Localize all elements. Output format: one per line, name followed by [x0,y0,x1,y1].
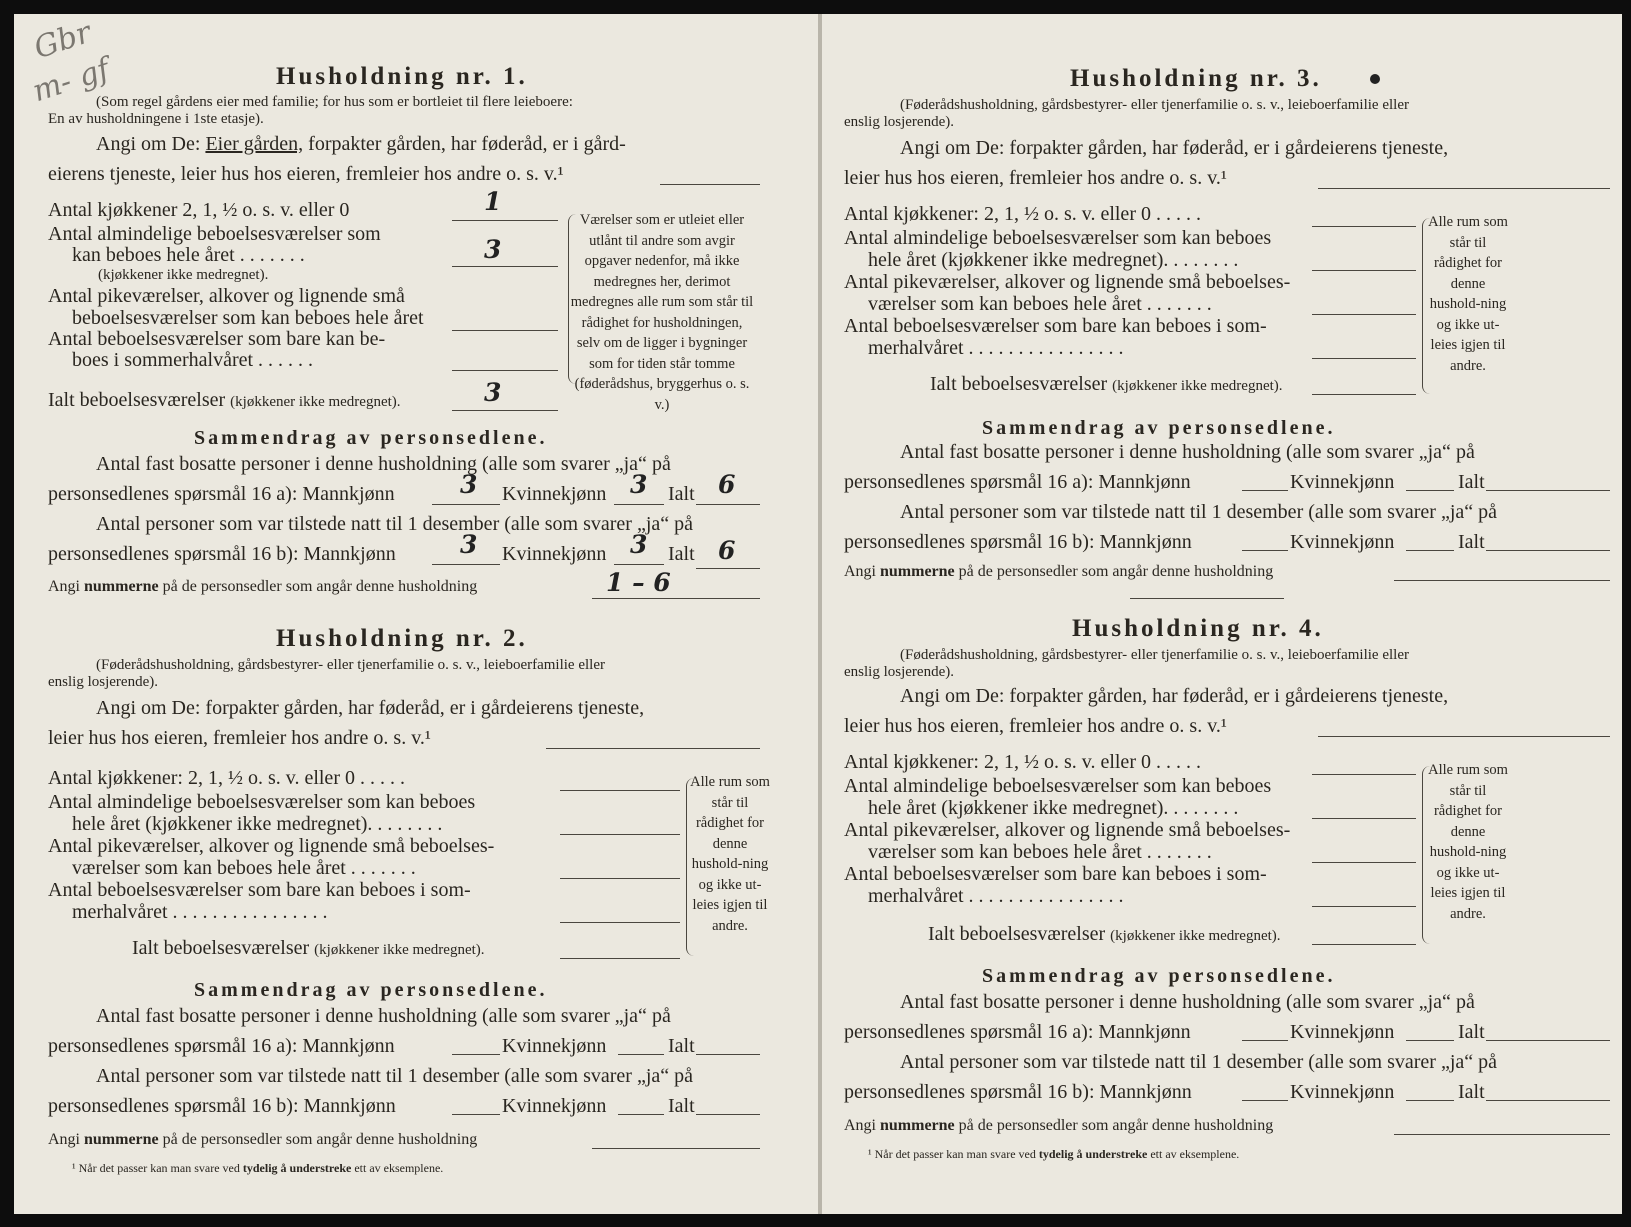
h2-natt-line-2 [48,1096,396,1116]
h4-note-line-2: enslig losjerende). [844,664,954,680]
h1-alm-line-1: Antal almindelige beboelsesværelser som [48,223,381,245]
h1-alm-value: 3 [484,235,502,264]
h3-ialt-label: Ialt beboelsesværelser [930,373,1108,395]
h1-ialt-paren: (kjøkkener ikke medregnet). [230,394,401,410]
h3-pike-line [1312,314,1416,315]
h3-alm-line-2: hele året (kjøkkener ikke medregnet). . . . . . . . [868,249,1239,271]
h3-pike-line-1: Antal pikeværelser, alkover og lignende små beboelses- [844,271,1291,293]
left-page [14,14,820,1214]
h1-nummer-row [48,579,477,595]
h1-fast-mann: 3 [460,470,478,499]
h1-sommer-line-1: Antal beboelsesværelser som bare kan be- [48,328,386,350]
h3-note-line-1: (Føderådshusholdning, gårdsbestyrer- eller tjenerfamilie o. s. v., leieboerfamilie eller [900,97,1409,113]
h2-alm-line-2: hele året (kjøkkener ikke medregnet). . . . . . . . [72,813,443,835]
h2-natt-ialt-label: Ialt [668,1095,695,1117]
h1-fast-ialt: 6 [718,470,736,499]
h2-pike-line-1: Antal pikeværelser, alkover og lignende små beboelses- [48,835,495,857]
h4-pike-line [1312,862,1416,863]
h1-note-box: Værelser som er utleiet eller utlånt til andre som avgir opgaver nedenfor, må ikke medregnes her, derimot medregnes alle rum som står til rådighet for husholdningen, selv om de ligger i bygninger som for tiden står tomme (føderådshus, bryggerhus o. s. v.) [570,212,754,413]
h4-kjokken-line [1312,774,1416,775]
h1-fast-line-1: Antal fast bosatte personer i denne husholdning (alle som svarer „ja“ på [96,453,671,475]
h3-fast-ialt-label: Ialt [1458,471,1485,493]
h1-natt-kvinne-label: Kvinnekjønn [502,543,607,565]
h3-angi-line-1: Angi om De: forpakter gården, har føderåd, er i gårdeierens tjeneste, [900,137,1449,159]
h3-fast-kvinne-line [1406,490,1454,491]
h3-natt-kvinne-line [1406,550,1454,551]
h2-sommer-line [560,922,680,923]
h4-alm-line [1312,818,1416,819]
h3-natt-line-2 [844,532,1192,552]
pencil-mark-1: Gbr [29,14,96,67]
h4-nummer-row [844,1118,1273,1134]
h3-sommer-line-2: merhalvåret . . . . . . . . . . . . . . . . [868,337,1124,359]
h2-fast-kvinne-line [618,1054,664,1055]
h2-fast-ialt-label: Ialt [668,1035,695,1057]
h1-natt-mann: 3 [460,530,478,559]
h2-nummer-pre: Angi [48,1131,80,1148]
h1-note-line-1: (Som regel gårdens eier med familie; for hus som er bortleiet til flere leieboere: [96,94,573,110]
h1-sommer-line [452,370,558,371]
h1-alm-line-3: (kjøkkener ikke medregnet). [98,267,269,283]
h4-natt-ialt-label: Ialt [1458,1081,1485,1103]
h2-fast-pre: personsedlenes spørsmål 16 a): Mannkjønn [48,1035,395,1057]
section-divider [1130,598,1284,599]
h4-natt-line-2 [844,1082,1192,1102]
h3-natt-line-1: Antal personer som var tilstede natt til 1 desember (alle som svarer „ja“ på [900,501,1498,523]
h1-ialt-label: Ialt beboelsesværelser [48,389,226,411]
h1-nummer-pre: Angi [48,578,80,595]
h3-sommer-line [1312,358,1416,359]
h3-natt-pre: personsedlenes spørsmål 16 b): Mannkjønn [844,531,1192,553]
h2-pike-line-2: værelser som kan beboes hele året . . . . . . . [72,857,416,879]
h4-nummer-bold: nummerne [880,1117,955,1134]
h4-sommer-line-1: Antal beboelsesværelser som bare kan beboes i som- [844,863,1267,885]
h3-nummer-post: på de personsedler som angår denne husholdning [958,563,1274,580]
h2-nummer-bold: nummerne [84,1131,159,1148]
h1-fast-kvinne-line [614,504,664,505]
h1-natt-ialt: 6 [718,536,736,565]
h1-natt-mann-line [432,564,500,565]
h1-angi-line-1 [96,134,626,154]
h1-natt-line-2 [48,544,396,564]
h3-nummer-row [844,564,1273,580]
h1-natt-pre: personsedlenes spørsmål 16 b): Mannkjønn [48,543,396,565]
h3-ialt-paren: (kjøkkener ikke medregnet). [1112,378,1283,394]
h1-kjokken-label: Antal kjøkkener 2, 1, ½ o. s. v. eller 0 [48,199,350,221]
h1-natt-kvinne-line [614,564,664,565]
h1-pike-line-2: beboelsesværelser som kan beboes hele året [72,307,424,329]
h2-alm-line-1: Antal almindelige beboelsesværelser som kan beboes [48,791,476,813]
h4-ialt-label: Ialt beboelsesværelser [928,923,1106,945]
h3-fast-ialt-line [1486,490,1610,491]
right-footnote-post: ett av eksemplene. [1150,1147,1240,1161]
h2-fast-mann-line [452,1054,500,1055]
h1-alm-line-2: kan beboes hele året . . . . . . . [72,244,305,266]
h4-natt-ialt-line [1486,1100,1610,1101]
h1-kjokken-value: 1 [484,187,502,216]
h1-fast-line-2 [48,484,395,504]
right-footnote-bold: tydelig å understreke [1038,1147,1148,1161]
h4-fast-kvinne-label: Kvinnekjønn [1290,1021,1395,1043]
left-footnote-bold: tydelig å understreke [242,1161,352,1175]
h3-nummer-pre: Angi [844,563,876,580]
h1-ialt-row [48,390,401,410]
h4-nummer-line [1394,1134,1610,1135]
h1-nummer-line [592,598,760,599]
h3-fast-line-2 [844,472,1191,492]
h4-fast-pre: personsedlenes spørsmål 16 a): Mannkjønn [844,1021,1191,1043]
h4-sammendrag: Sammendrag av personsedlene. [982,965,1336,987]
h2-natt-kvinne-line [618,1114,664,1115]
h2-ialt-paren: (kjøkkener ikke medregnet). [314,942,485,958]
h4-angi-line-2: leier hus hos eieren, fremleier hos andre o. s. v.¹ [844,715,1227,737]
pencil-mark-2: m- gf [28,51,114,110]
h1-ialt-line [452,410,558,411]
h2-ialt-label: Ialt beboelsesværelser [132,937,310,959]
h3-note-box: Alle rum som står til rådighet for denne hushold-ning og ikke ut-leies igjen til andre. [1428,214,1508,374]
h3-kjokken-line [1312,226,1416,227]
h2-angi-line-2: leier hus hos eieren, fremleier hos andre o. s. v.¹ [48,727,431,749]
h2-kjokken-label: Antal kjøkkener: 2, 1, ½ o. s. v. eller 0 . . . . . [48,767,405,789]
h2-nummer-row [48,1132,477,1148]
ink-dot [1370,74,1380,84]
h4-natt-pre: personsedlenes spørsmål 16 b): Mannkjønn [844,1081,1192,1103]
h3-pike-line-2: værelser som kan beboes hele året . . . . . . . [868,293,1212,315]
h4-kjokken-label: Antal kjøkkener: 2, 1, ½ o. s. v. eller 0 . . . . . [844,751,1201,773]
h4-alm-line-1: Antal almindelige beboelsesværelser som kan beboes [844,775,1272,797]
h1-nummer-bold: nummerne [84,578,159,595]
left-footnote-pre: ¹ Når det passer kan man svare ved [72,1161,240,1175]
h1-kjokken-line [452,220,558,221]
h2-natt-line-1: Antal personer som var tilstede natt til 1 desember (alle som svarer „ja“ på [96,1065,694,1087]
h3-nummer-bold: nummerne [880,563,955,580]
h1-sammendrag: Sammendrag av personsedlene. [194,427,548,449]
h1-angi-post: forpakter gården, har føderåd, er i gård- [308,133,626,155]
h4-note-box: Alle rum som står til rådighet for denne hushold-ning og ikke ut-leies igjen til andre. [1428,762,1508,922]
h2-natt-ialt-line [696,1114,760,1115]
h1-nummer-post: på de personsedler som angår denne husholdning [162,578,478,595]
h1-ialt-value: 3 [484,378,502,407]
h1-nummer-value: 1 – 6 [606,568,671,597]
h4-pike-line-1: Antal pikeværelser, alkover og lignende små beboelses- [844,819,1291,841]
h1-fast-kvinne: 3 [630,470,648,499]
h2-alm-line [560,834,680,835]
h2-note-line-1: (Føderådshusholdning, gårdsbestyrer- eller tjenerfamilie o. s. v., leieboerfamilie eller [96,657,605,673]
h2-ialt-row [132,938,485,958]
h4-angi-line [1318,736,1610,737]
h4-fast-kvinne-line [1406,1040,1454,1041]
h4-ialt-line [1312,944,1416,945]
h2-fast-line-2 [48,1036,395,1056]
h2-fast-kvinne-label: Kvinnekjønn [502,1035,607,1057]
h2-note-line-2: enslig losjerende). [48,674,158,690]
right-footnote [868,1148,1239,1160]
h2-ialt-line [560,958,680,959]
h1-fast-kvinne-label: Kvinnekjønn [502,483,607,505]
h4-nummer-post: på de personsedler som angår denne husholdning [958,1117,1274,1134]
h3-natt-kvinne-label: Kvinnekjønn [1290,531,1395,553]
h3-ialt-line [1312,394,1416,395]
h3-sammendrag: Sammendrag av personsedlene. [982,417,1336,439]
h3-alm-line [1312,270,1416,271]
h1-natt-kvinne: 3 [630,530,648,559]
h3-fast-line-1: Antal fast bosatte personer i denne husholdning (alle som svarer „ja“ på [900,441,1475,463]
h4-natt-kvinne-label: Kvinnekjønn [1290,1081,1395,1103]
h1-natt-ialt-label: Ialt [668,543,695,565]
h1-pike-line [452,330,558,331]
h4-nummer-pre: Angi [844,1117,876,1134]
h4-ialt-row [928,924,1281,944]
h4-fast-ialt-line [1486,1040,1610,1041]
left-footnote-post: ett av eksemplene. [354,1161,444,1175]
h3-angi-line-2: leier hus hos eieren, fremleier hos andre o. s. v.¹ [844,167,1227,189]
h1-fast-ialt-line [696,504,760,505]
h1-angi-line [660,184,760,185]
h2-natt-pre: personsedlenes spørsmål 16 b): Mannkjønn [48,1095,396,1117]
left-footnote [72,1162,443,1174]
h2-kjokken-line [560,790,680,791]
h4-pike-line-2: værelser som kan beboes hele året . . . . . . . [868,841,1212,863]
h3-sommer-line-1: Antal beboelsesværelser som bare kan beboes i som- [844,315,1267,337]
h1-angi-answer: Eier gården, [205,133,304,155]
h1-fast-mann-line [432,504,500,505]
h3-natt-mann-line [1242,550,1288,551]
h3-note-line-2: enslig losjerende). [844,114,954,130]
h3-natt-ialt-line [1486,550,1610,551]
h3-title: Husholdning nr. 3. [1070,65,1322,92]
h2-angi-line [546,748,760,749]
h4-angi-line-1: Angi om De: forpakter gården, har føderåd, er i gårdeierens tjeneste, [900,685,1449,707]
h3-angi-line [1318,188,1610,189]
h3-natt-ialt-label: Ialt [1458,531,1485,553]
h1-angi-line-2: eierens tjeneste, leier hus hos eieren, fremleier hos andre o. s. v.¹ [48,163,564,185]
h1-title: Husholdning nr. 1. [276,63,528,90]
h2-title: Husholdning nr. 2. [276,625,528,652]
h2-sommer-line-2: merhalvåret . . . . . . . . . . . . . . . . [72,901,328,923]
h4-natt-kvinne-line [1406,1100,1454,1101]
h4-sommer-line [1312,906,1416,907]
h3-ialt-row [930,374,1283,394]
h4-fast-ialt-label: Ialt [1458,1021,1485,1043]
h2-pike-line [560,878,680,879]
right-footnote-pre: ¹ Når det passer kan man svare ved [868,1147,1036,1161]
h1-fast-pre: personsedlenes spørsmål 16 a): Mannkjønn [48,483,395,505]
h1-natt-ialt-line [696,568,760,569]
h4-fast-line-1: Antal fast bosatte personer i denne husholdning (alle som svarer „ja“ på [900,991,1475,1013]
h4-fast-line-2 [844,1022,1191,1042]
h3-fast-pre: personsedlenes spørsmål 16 a): Mannkjønn [844,471,1191,493]
h2-sammendrag: Sammendrag av personsedlene. [194,979,548,1001]
h2-natt-mann-line [452,1114,500,1115]
h1-pike-line-1: Antal pikeværelser, alkover og lignende små [48,285,405,307]
h2-fast-line-1: Antal fast bosatte personer i denne husholdning (alle som svarer „ja“ på [96,1005,671,1027]
h1-note-line-2: En av husholdningene i 1ste etasje). [48,111,264,127]
h4-fast-mann-line [1242,1040,1288,1041]
h2-sommer-line-1: Antal beboelsesværelser som bare kan beboes i som- [48,879,471,901]
h2-natt-kvinne-label: Kvinnekjønn [502,1095,607,1117]
h3-fast-kvinne-label: Kvinnekjønn [1290,471,1395,493]
h4-note-line-1: (Føderådshusholdning, gårdsbestyrer- eller tjenerfamilie o. s. v., leieboerfamilie eller [900,647,1409,663]
h2-angi-line-1: Angi om De: forpakter gården, har føderåd, er i gårdeierens tjeneste, [96,697,645,719]
h3-fast-mann-line [1242,490,1288,491]
h2-nummer-post: på de personsedler som angår denne husholdning [162,1131,478,1148]
h3-kjokken-label: Antal kjøkkener: 2, 1, ½ o. s. v. eller 0 . . . . . [844,203,1201,225]
h2-nummer-line [592,1148,760,1149]
right-page [822,14,1622,1214]
h1-sommer-line-2: boes i sommerhalvåret . . . . . . [72,349,314,371]
h4-alm-line-2: hele året (kjøkkener ikke medregnet). . . . . . . . [868,797,1239,819]
h4-title: Husholdning nr. 4. [1072,615,1324,642]
h2-note-box: Alle rum som står til rådighet for denne hushold-ning og ikke ut-leies igjen til andre. [690,774,770,934]
h4-natt-mann-line [1242,1100,1288,1101]
h1-alm-line [452,266,558,267]
h1-angi-pre: Angi om De: [96,133,201,155]
h4-natt-line-1: Antal personer som var tilstede natt til 1 desember (alle som svarer „ja“ på [900,1051,1498,1073]
h4-sommer-line-2: merhalvåret . . . . . . . . . . . . . . . . [868,885,1124,907]
h3-alm-line-1: Antal almindelige beboelsesværelser som kan beboes [844,227,1272,249]
h3-nummer-line [1394,580,1610,581]
h1-natt-line-1: Antal personer som var tilstede natt til 1 desember (alle som svarer „ja“ på [96,513,694,535]
h1-fast-ialt-label: Ialt [668,483,695,505]
h2-fast-ialt-line [696,1054,760,1055]
h4-ialt-paren: (kjøkkener ikke medregnet). [1110,928,1281,944]
